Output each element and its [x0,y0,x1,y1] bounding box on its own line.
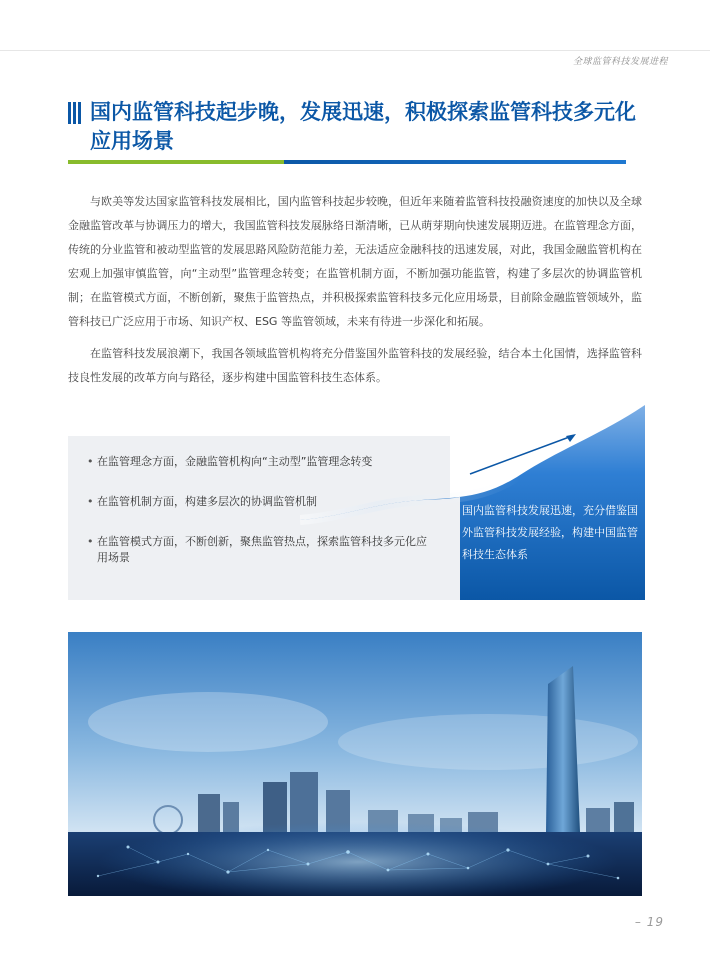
body-paragraph-2: 在监管科技发展浪潮下，我国各领域监管机构将充分借鉴国外监管科技的发展经验，结合本土化国情，选择监管科技良性发展的改革方向与路径，逐步构建中国监管科技生态体系。 [68,347,642,384]
growth-arrow-icon [466,430,582,478]
bullet-item: • 在监管模式方面，不断创新，聚焦监管热点，探索监管科技多元化应用场景 [88,534,433,566]
infographic-callout: 国内监管科技发展迅速，充分借鉴国外监管科技发展经验，构建中国监管科技生态体系 [462,504,638,561]
infographic-bullet-list [88,454,433,566]
running-header: 全球监管科技发展进程 [572,57,668,67]
header-rule [0,50,710,51]
page-number: – 19 [634,915,664,929]
city-skyline-image [68,632,642,896]
bullet-item: • 在监管理念方面，金融监管机构向“主动型”监管理念转变 [88,454,433,470]
section-title: 国内监管科技起步晚，发展迅速，积极探索监管科技多元化应用场景 [90,100,636,153]
bullet-item: • 在监管机制方面，构建多层次的协调监管机制 [88,494,433,510]
body-paragraph-1: 与欧美等发达国家监管科技发展相比，国内监管科技起步较晚，但近年来随着监管科技投融资速度的加快以及全球金融监管改革与协调压力的增大，我国监管科技发展脉络日渐清晰，已从萌芽期向快速发展期迈进。在监管理念方面，传统的分业监管和被动型监管的发展思路风险防范能力差，无法适应金融科技的迅速发展，对此，我国金融监管机构在宏观上加强审慎监管，向“主动型”监管理念转变；在监管机制方面，不断加强功能监管，构建了多层次的协调监管机制；在监管模式方面，不断创新，聚焦于监管热点，并积极探索监管科技多元化应用场景，目前除金融监管领域外，监管科技已广泛应用于市场、知识产权、ESG 等监管领域，未来有待进一步深化和拓展。 [68,195,642,328]
title-underline [68,160,626,164]
title-bars-icon [68,102,82,124]
